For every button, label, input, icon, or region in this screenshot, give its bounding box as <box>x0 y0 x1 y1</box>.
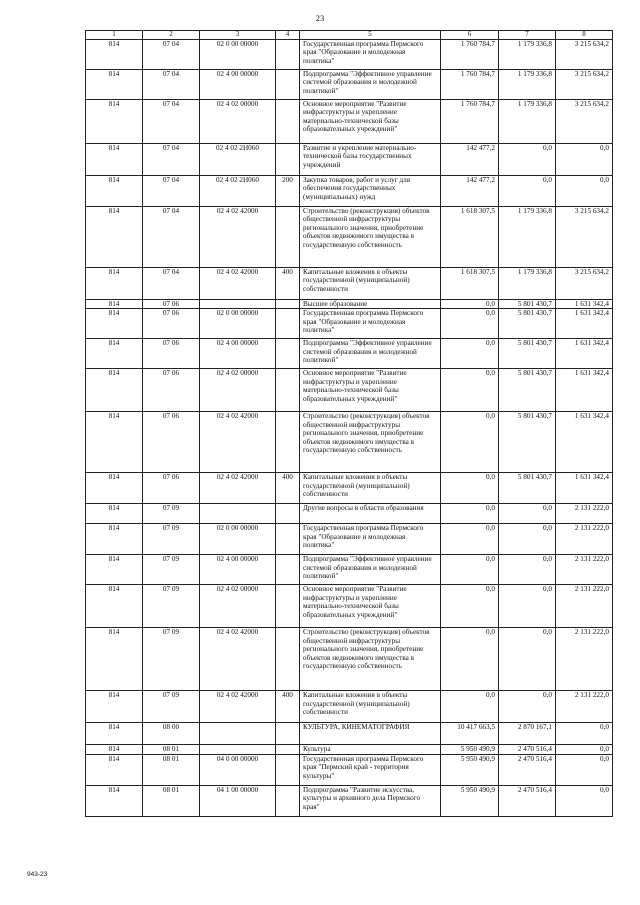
section-code-cell: 07 09 <box>143 691 200 723</box>
table-row <box>86 309 613 339</box>
column-header: 3 <box>200 31 276 40</box>
target-article-cell: 02 4 02 00000 <box>200 100 276 144</box>
amount-col6-cell: 142 477,2 <box>441 176 499 207</box>
amount-col7-cell: 5 801 430,7 <box>499 309 556 339</box>
section-code-cell: 07 06 <box>143 473 200 504</box>
amount-col8-cell: 3 215 634,2 <box>556 70 613 100</box>
target-article-cell <box>200 745 276 754</box>
expense-type-cell: 400 <box>276 268 300 300</box>
table-row <box>86 207 613 268</box>
table-row <box>86 176 613 207</box>
target-article-cell <box>200 504 276 524</box>
amount-col7-cell: 0,0 <box>499 176 556 207</box>
expense-type-cell <box>276 369 300 412</box>
expense-type-cell <box>276 745 300 754</box>
amount-col6-cell: 0,0 <box>441 555 499 585</box>
ministry-code-cell: 814 <box>86 70 143 100</box>
target-article-cell: 02 4 02 00000 <box>200 585 276 628</box>
section-code-cell: 07 04 <box>143 144 200 176</box>
description-cell: Основное мероприятие "Развитие инфраструктуры и укрепление материально-технической базы образовательных учреждений" <box>300 100 441 144</box>
expense-type-cell <box>276 300 300 309</box>
target-article-cell: 02 4 00 00000 <box>200 339 276 369</box>
target-article-cell: 02 4 02 42000 <box>200 268 276 300</box>
description-cell: Подпрограмма "Эффективное управление системой образования и молодежной политикой" <box>300 70 441 100</box>
amount-col6-cell: 1 760 784,7 <box>441 40 499 70</box>
amount-col7-cell: 2 870 167,1 <box>499 723 556 745</box>
description-cell: Капитальные вложения в объекты государственной (муниципальной) собственности <box>300 268 441 300</box>
target-article-cell: 02 4 02 42000 <box>200 207 276 268</box>
amount-col6-cell: 5 950 490,9 <box>441 785 499 816</box>
description-cell: Закупка товаров, работ и услуг для обеспечения государственных (муниципальных) нужд <box>300 176 441 207</box>
target-article-cell: 02 4 02 2Н060 <box>200 144 276 176</box>
section-code-cell: 08 01 <box>143 785 200 816</box>
amount-col8-cell: 3 215 634,2 <box>556 207 613 268</box>
target-article-cell: 02 4 02 42000 <box>200 628 276 691</box>
expense-type-cell <box>276 339 300 369</box>
amount-col8-cell: 2 131 222,0 <box>556 504 613 524</box>
amount-col8-cell: 0,0 <box>556 785 613 816</box>
header-row <box>86 31 613 40</box>
column-header: 8 <box>556 31 613 40</box>
expense-type-cell: 200 <box>276 176 300 207</box>
amount-col6-cell: 0,0 <box>441 412 499 473</box>
amount-col7-cell: 2 470 516,4 <box>499 754 556 785</box>
section-code-cell: 07 09 <box>143 628 200 691</box>
description-cell: Государственная программа Пермского края "Образование и молодежная политика" <box>300 40 441 70</box>
amount-col7-cell: 5 801 430,7 <box>499 300 556 309</box>
description-cell: Высшее образование <box>300 300 441 309</box>
table-row <box>86 585 613 628</box>
description-cell: Государственная программа Пермского края "Пермский край - территория культуры" <box>300 754 441 785</box>
target-article-cell: 02 0 00 00000 <box>200 309 276 339</box>
target-article-cell <box>200 723 276 745</box>
amount-col6-cell: 0,0 <box>441 628 499 691</box>
amount-col6-cell: 5 950 490,9 <box>441 745 499 754</box>
amount-col7-cell: 0,0 <box>499 555 556 585</box>
section-code-cell: 07 09 <box>143 504 200 524</box>
section-code-cell: 07 04 <box>143 100 200 144</box>
description-cell: Подпрограмма "Развитие искусства, культуры и архивного дела Пермского края" <box>300 785 441 816</box>
amount-col8-cell: 0,0 <box>556 745 613 754</box>
table-row <box>86 555 613 585</box>
expense-type-cell <box>276 504 300 524</box>
section-code-cell: 07 06 <box>143 309 200 339</box>
amount-col8-cell: 0,0 <box>556 723 613 745</box>
table-row <box>86 268 613 300</box>
ministry-code-cell: 814 <box>86 524 143 555</box>
amount-col6-cell: 1 760 784,7 <box>441 100 499 144</box>
column-header: 5 <box>300 31 441 40</box>
ministry-code-cell: 814 <box>86 339 143 369</box>
amount-col8-cell: 1 631 342,4 <box>556 339 613 369</box>
table-row <box>86 628 613 691</box>
amount-col6-cell: 5 950 490,9 <box>441 754 499 785</box>
description-cell: Подпрограмма "Эффективное управление системой образования и молодежной политикой" <box>300 555 441 585</box>
expense-type-cell <box>276 524 300 555</box>
expense-type-cell <box>276 144 300 176</box>
description-cell: Строительство (реконструкция) объектов общественной инфраструктуры регионального значения, приобретение объектов недвижимого имущества в государственную собственность <box>300 207 441 268</box>
amount-col8-cell: 2 131 222,0 <box>556 628 613 691</box>
amount-col8-cell: 2 131 222,0 <box>556 691 613 723</box>
amount-col8-cell: 1 631 342,4 <box>556 300 613 309</box>
amount-col7-cell: 0,0 <box>499 524 556 555</box>
table-row <box>86 412 613 473</box>
description-cell: Основное мероприятие "Развитие инфраструктуры и укрепление материально-технической базы образовательных учреждений" <box>300 585 441 628</box>
target-article-cell: 02 0 00 00000 <box>200 524 276 555</box>
table-row <box>86 40 613 70</box>
ministry-code-cell: 814 <box>86 176 143 207</box>
description-cell: Капитальные вложения в объекты государственной (муниципальной) собственности <box>300 473 441 504</box>
amount-col8-cell: 0,0 <box>556 754 613 785</box>
amount-col7-cell: 0,0 <box>499 504 556 524</box>
amount-col7-cell: 5 801 430,7 <box>499 412 556 473</box>
description-cell: КУЛЬТУРА, КИНЕМАТОГРАФИЯ <box>300 723 441 745</box>
column-header: 7 <box>499 31 556 40</box>
description-cell: Другие вопросы в области образования <box>300 504 441 524</box>
ministry-code-cell: 814 <box>86 473 143 504</box>
target-article-cell: 04 1 00 00000 <box>200 785 276 816</box>
ministry-code-cell: 814 <box>86 207 143 268</box>
amount-col7-cell: 1 179 336,8 <box>499 70 556 100</box>
section-code-cell: 08 00 <box>143 723 200 745</box>
amount-col6-cell: 0,0 <box>441 691 499 723</box>
amount-col6-cell: 0,0 <box>441 309 499 339</box>
ministry-code-cell: 814 <box>86 628 143 691</box>
description-cell: Основное мероприятие "Развитие инфраструктуры и укрепление материально-технической базы образовательных учреждений" <box>300 369 441 412</box>
amount-col7-cell: 1 179 336,8 <box>499 207 556 268</box>
expense-type-cell <box>276 585 300 628</box>
amount-col8-cell: 0,0 <box>556 176 613 207</box>
expense-type-cell <box>276 412 300 473</box>
description-cell: Капитальные вложения в объекты государственной (муниципальной) собственности <box>300 691 441 723</box>
expense-type-cell <box>276 207 300 268</box>
table-row <box>86 524 613 555</box>
table-row <box>86 504 613 524</box>
target-article-cell: 02 4 02 00000 <box>200 369 276 412</box>
amount-col6-cell: 142 477,2 <box>441 144 499 176</box>
expense-type-cell: 400 <box>276 473 300 504</box>
amount-col8-cell: 3 215 634,2 <box>556 268 613 300</box>
ministry-code-cell: 814 <box>86 309 143 339</box>
expense-type-cell <box>276 40 300 70</box>
table-row <box>86 723 613 745</box>
amount-col7-cell: 1 179 336,8 <box>499 100 556 144</box>
ministry-code-cell: 814 <box>86 268 143 300</box>
amount-col6-cell: 0,0 <box>441 585 499 628</box>
ministry-code-cell: 814 <box>86 585 143 628</box>
expense-type-cell <box>276 309 300 339</box>
amount-col6-cell: 0,0 <box>441 339 499 369</box>
amount-col6-cell: 1 618 307,5 <box>441 268 499 300</box>
section-code-cell: 07 09 <box>143 585 200 628</box>
section-code-cell: 07 04 <box>143 70 200 100</box>
ministry-code-cell: 814 <box>86 723 143 745</box>
amount-col6-cell: 0,0 <box>441 300 499 309</box>
table-row <box>86 339 613 369</box>
ministry-code-cell: 814 <box>86 40 143 70</box>
target-article-cell: 04 0 00 00000 <box>200 754 276 785</box>
expense-type-cell: 400 <box>276 691 300 723</box>
section-code-cell: 07 09 <box>143 555 200 585</box>
description-cell: Государственная программа Пермского края "Образование и молодежная политика" <box>300 309 441 339</box>
target-article-cell: 02 4 02 42000 <box>200 412 276 473</box>
column-header: 1 <box>86 31 143 40</box>
amount-col6-cell: 1 618 307,5 <box>441 207 499 268</box>
target-article-cell: 02 0 00 00000 <box>200 40 276 70</box>
expense-type-cell <box>276 555 300 585</box>
amount-col6-cell: 1 760 784,7 <box>441 70 499 100</box>
amount-col6-cell: 0,0 <box>441 473 499 504</box>
amount-col7-cell: 1 179 336,8 <box>499 40 556 70</box>
expense-type-cell <box>276 628 300 691</box>
amount-col7-cell: 2 470 516,4 <box>499 745 556 754</box>
description-cell: Строительство (реконструкция) объектов общественной инфраструктуры регионального значения, приобретение объектов недвижимого имущества в государственную собственность <box>300 412 441 473</box>
section-code-cell: 07 06 <box>143 369 200 412</box>
table-row <box>86 745 613 754</box>
target-article-cell: 02 4 02 42000 <box>200 473 276 504</box>
section-code-cell: 07 06 <box>143 300 200 309</box>
table-row <box>86 473 613 504</box>
amount-col6-cell: 0,0 <box>441 524 499 555</box>
section-code-cell: 07 04 <box>143 268 200 300</box>
ministry-code-cell: 814 <box>86 754 143 785</box>
expense-type-cell <box>276 70 300 100</box>
target-article-cell: 02 4 02 2Н060 <box>200 176 276 207</box>
amount-col7-cell: 0,0 <box>499 144 556 176</box>
section-code-cell: 08 01 <box>143 745 200 754</box>
document-code: 943-23 <box>27 871 48 878</box>
amount-col7-cell: 0,0 <box>499 585 556 628</box>
amount-col8-cell: 3 215 634,2 <box>556 40 613 70</box>
expense-type-cell <box>276 723 300 745</box>
target-article-cell: 02 4 00 00000 <box>200 555 276 585</box>
ministry-code-cell: 814 <box>86 691 143 723</box>
ministry-code-cell: 814 <box>86 369 143 412</box>
ministry-code-cell: 814 <box>86 412 143 473</box>
amount-col8-cell: 0,0 <box>556 144 613 176</box>
amount-col6-cell: 0,0 <box>441 369 499 412</box>
ministry-code-cell: 814 <box>86 504 143 524</box>
column-header: 4 <box>276 31 300 40</box>
ministry-code-cell: 814 <box>86 745 143 754</box>
ministry-code-cell: 814 <box>86 300 143 309</box>
section-code-cell: 07 06 <box>143 339 200 369</box>
ministry-code-cell: 814 <box>86 785 143 816</box>
table-row <box>86 754 613 785</box>
amount-col8-cell: 1 631 342,4 <box>556 473 613 504</box>
page-number: 23 <box>315 13 325 23</box>
section-code-cell: 07 04 <box>143 40 200 70</box>
table-row <box>86 100 613 144</box>
description-cell: Государственная программа Пермского края "Образование и молодежная политика" <box>300 524 441 555</box>
amount-col7-cell: 2 470 516,4 <box>499 785 556 816</box>
table-row <box>86 70 613 100</box>
target-article-cell <box>200 300 276 309</box>
ministry-code-cell: 814 <box>86 555 143 585</box>
table-row <box>86 369 613 412</box>
amount-col7-cell: 5 801 430,7 <box>499 369 556 412</box>
section-code-cell: 07 09 <box>143 524 200 555</box>
target-article-cell: 02 4 00 00000 <box>200 70 276 100</box>
amount-col8-cell: 1 631 342,4 <box>556 412 613 473</box>
table-row <box>86 785 613 816</box>
column-header: 2 <box>143 31 200 40</box>
amount-col8-cell: 2 131 222,0 <box>556 524 613 555</box>
amount-col6-cell: 0,0 <box>441 504 499 524</box>
amount-col8-cell: 3 215 634,2 <box>556 100 613 144</box>
description-cell: Строительство (реконструкция) объектов общественной инфраструктуры регионального значения, приобретение объектов недвижимого имущества в государственную собственность <box>300 628 441 691</box>
section-code-cell: 07 04 <box>143 207 200 268</box>
amount-col6-cell: 10 417 663,5 <box>441 723 499 745</box>
amount-col8-cell: 1 631 342,4 <box>556 369 613 412</box>
expense-type-cell <box>276 785 300 816</box>
column-header: 6 <box>441 31 499 40</box>
ministry-code-cell: 814 <box>86 144 143 176</box>
expense-type-cell <box>276 100 300 144</box>
amount-col8-cell: 2 131 222,0 <box>556 585 613 628</box>
description-cell: Развитие и укрепление материально-технической базы государственных учреждений <box>300 144 441 176</box>
table-row <box>86 144 613 176</box>
description-cell: Культура <box>300 745 441 754</box>
amount-col7-cell: 0,0 <box>499 691 556 723</box>
table-row <box>86 691 613 723</box>
amount-col7-cell: 0,0 <box>499 628 556 691</box>
amount-col7-cell: 1 179 336,8 <box>499 268 556 300</box>
amount-col8-cell: 2 131 222,0 <box>556 555 613 585</box>
expense-type-cell <box>276 754 300 785</box>
amount-col7-cell: 5 801 430,7 <box>499 473 556 504</box>
description-cell: Подпрограмма "Эффективное управление системой образования и молодежной политикой" <box>300 339 441 369</box>
budget-table <box>85 30 613 817</box>
section-code-cell: 07 04 <box>143 176 200 207</box>
table-row <box>86 300 613 309</box>
section-code-cell: 08 01 <box>143 754 200 785</box>
amount-col7-cell: 5 801 430,7 <box>499 339 556 369</box>
ministry-code-cell: 814 <box>86 100 143 144</box>
target-article-cell: 02 4 02 42000 <box>200 691 276 723</box>
section-code-cell: 07 06 <box>143 412 200 473</box>
amount-col8-cell: 1 631 342,4 <box>556 309 613 339</box>
